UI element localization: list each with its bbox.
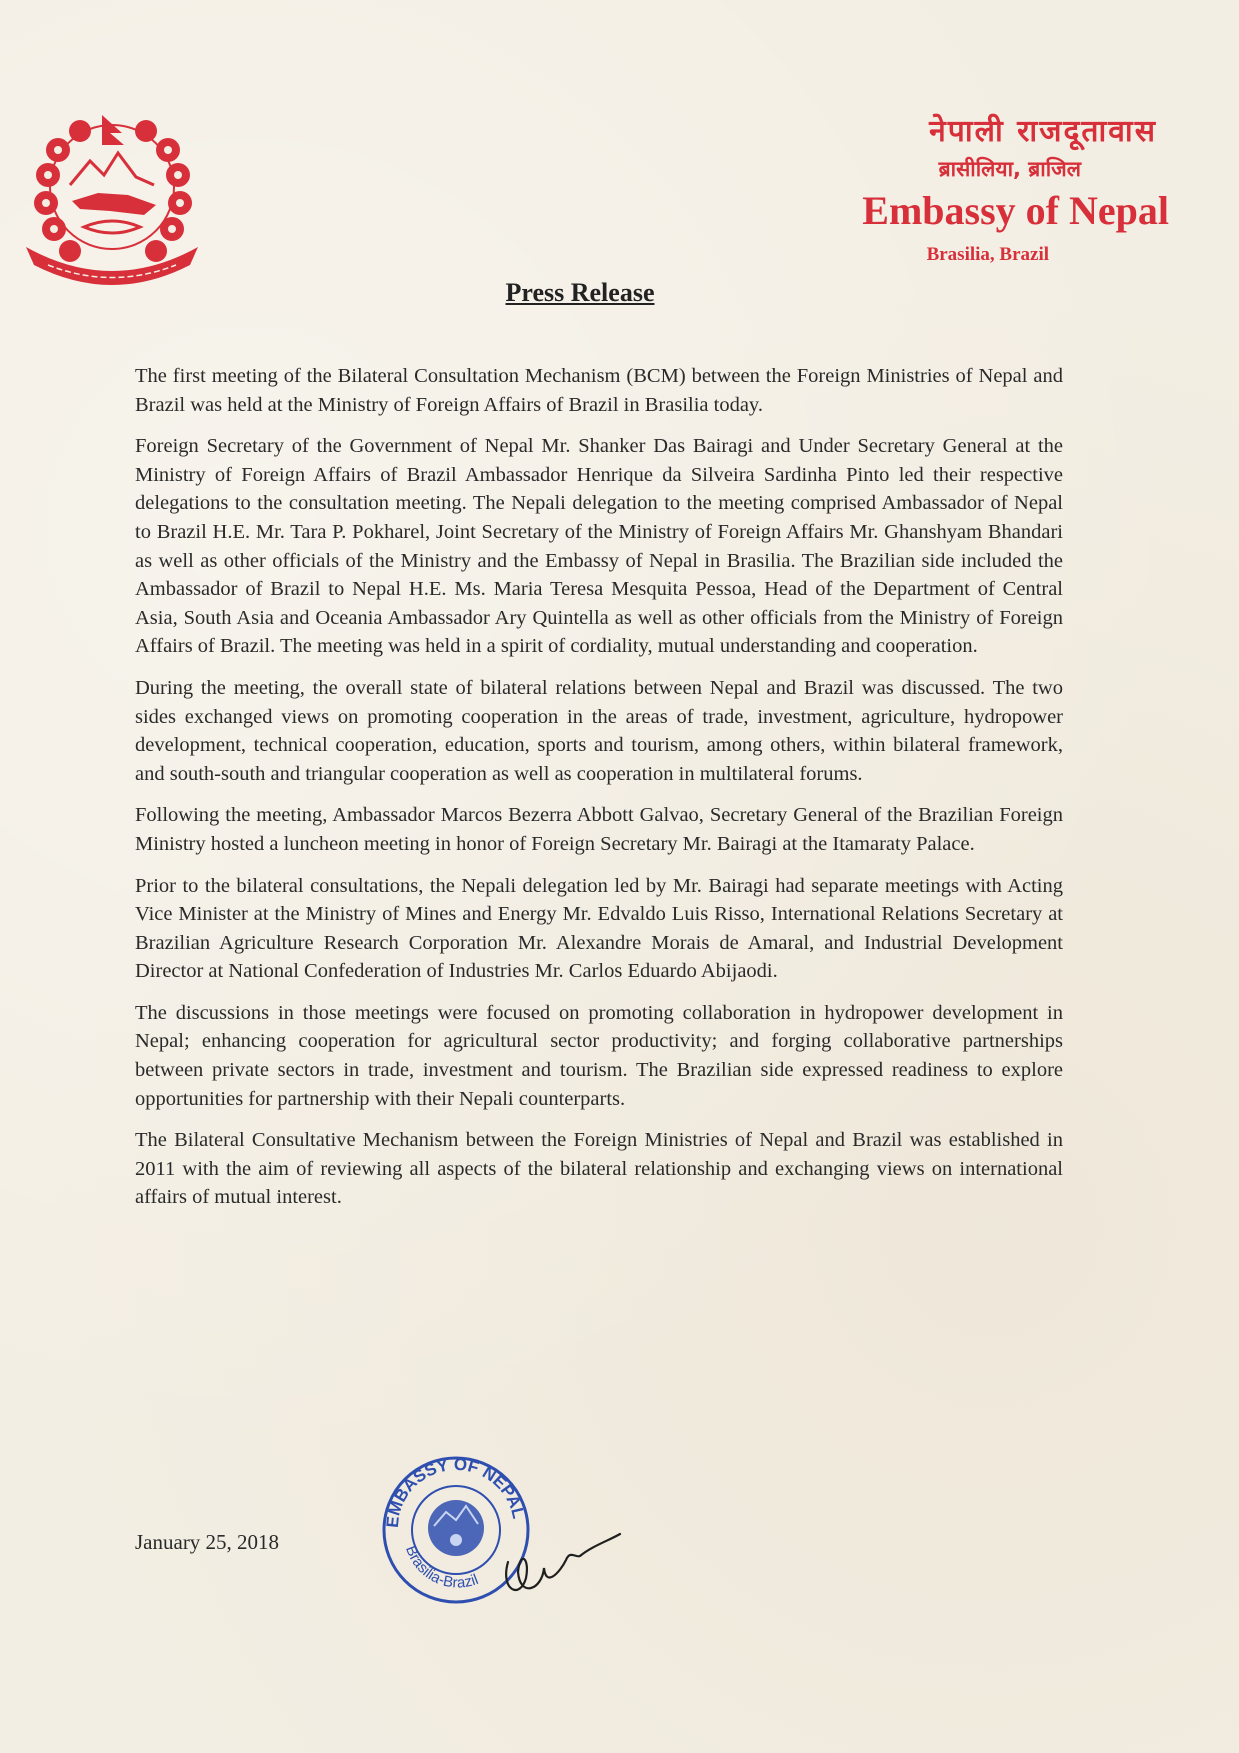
official-seal-icon — [370, 1440, 630, 1620]
stamp-text-top: EMBASSY OF NEPAL — [382, 1454, 529, 1529]
letterhead — [709, 112, 1169, 268]
paragraph: During the meeting, the overall state of bilateral relations between Nepal and Brazil was discussed. The two sides exchanged views on promoting cooperation in the areas of trade, investment, agriculture, hydropower development, technical cooperation, education, sports and tourism, among others, within bilateral framework, and south-south and triangular cooperation as well as cooperation in multilateral forums. — [135, 676, 1063, 785]
letterhead-nepali-subtitle: ब्रासीलिया, ब्राजिल — [938, 157, 1081, 181]
page-title: Press Release — [505, 278, 655, 307]
paragraph: The discussions in those meetings were focused on promoting collaboration in hydropower development in Nepal; enhancing cooperation for agricultural sector productivity; and forging collaborative partnerships between private sectors in trade, investment and tourism. The Brazilian side expressed readiness to explore opportunities for partnership with their Nepali counterparts. — [135, 1001, 1063, 1110]
paragraph: Prior to the bilateral consultations, the Nepali delegation led by Mr. Bairagi had separate meetings with Acting Vice Minister at the Ministry of Mines and Energy Mr. Edvaldo Luis Risso, International Relations Secretary at Brazilian Agriculture Research Corporation Mr. Alexandre Morais de Amaral, and Industrial Development Director at National Confederation of Industries Mr. Carlos Eduardo Abijaodi. — [135, 874, 1063, 983]
document-body — [135, 362, 1063, 1225]
letterhead-nepali-title: नेपाली राजदूतावास — [929, 114, 1157, 149]
document-date: January 25, 2018 — [135, 1530, 280, 1554]
paragraph: The first meeting of the Bilateral Consultation Mechanism (BCM) between the Foreign Ministries of Nepal and Brazil was held at the Ministry of Foreign Affairs of Brazil in Brasilia today. — [135, 365, 1063, 416]
paragraph: Following the meeting, Ambassador Marcos Bezerra Abbott Galvao, Secretary General of the Brazilian Foreign Ministry hosted a luncheon meeting in honor of Foreign Secretary Mr. Bairagi at the Itamaraty Palace. — [135, 804, 1063, 855]
letterhead-city: Brasilia, Brazil — [926, 244, 1049, 265]
paragraph: Foreign Secretary of the Government of Nepal Mr. Shanker Das Bairagi and Under Secretary General at the Ministry of Foreign Affairs of Brazil Ambassador Henrique da Silveira Sardinha Pinto led their respective delegations to the consultation meeting. The Nepali delegation to the meeting comprised Ambassador of Nepal to Brazil H.E. Mr. Tara P. Pokharel, Joint Secretary of the Ministry of Foreign Affairs Mr. Ghanshyam Bhandari as well as other officials of the Ministry and the Embassy of Nepal in Brasilia. The Brazilian side included the Ambassador of Brazil to Nepal H.E. Ms. Maria Teresa Mesquita Pessoa, Head of the Department of Central Asia, South Asia and Oceania Ambassador Ary Quintella as well as other officials from the Ministry of Foreign Affairs of Brazil. The meeting was held in a spirit of cordiality, mutual understanding and cooperation. — [135, 435, 1063, 658]
signature-icon — [506, 1534, 620, 1590]
letterhead-english-title: Embassy of Nepal — [862, 188, 1169, 233]
paragraph: The Bilateral Consultative Mechanism between the Foreign Ministries of Nepal and Brazil was established in 2011 with the aim of reviewing all aspects of the bilateral relationship and exchanging views on international affairs of mutual interest. — [135, 1129, 1063, 1209]
stamp-text-bottom: Brasilia-Brazil — [402, 1543, 481, 1592]
nepal-coat-of-arms-icon — [18, 105, 206, 290]
